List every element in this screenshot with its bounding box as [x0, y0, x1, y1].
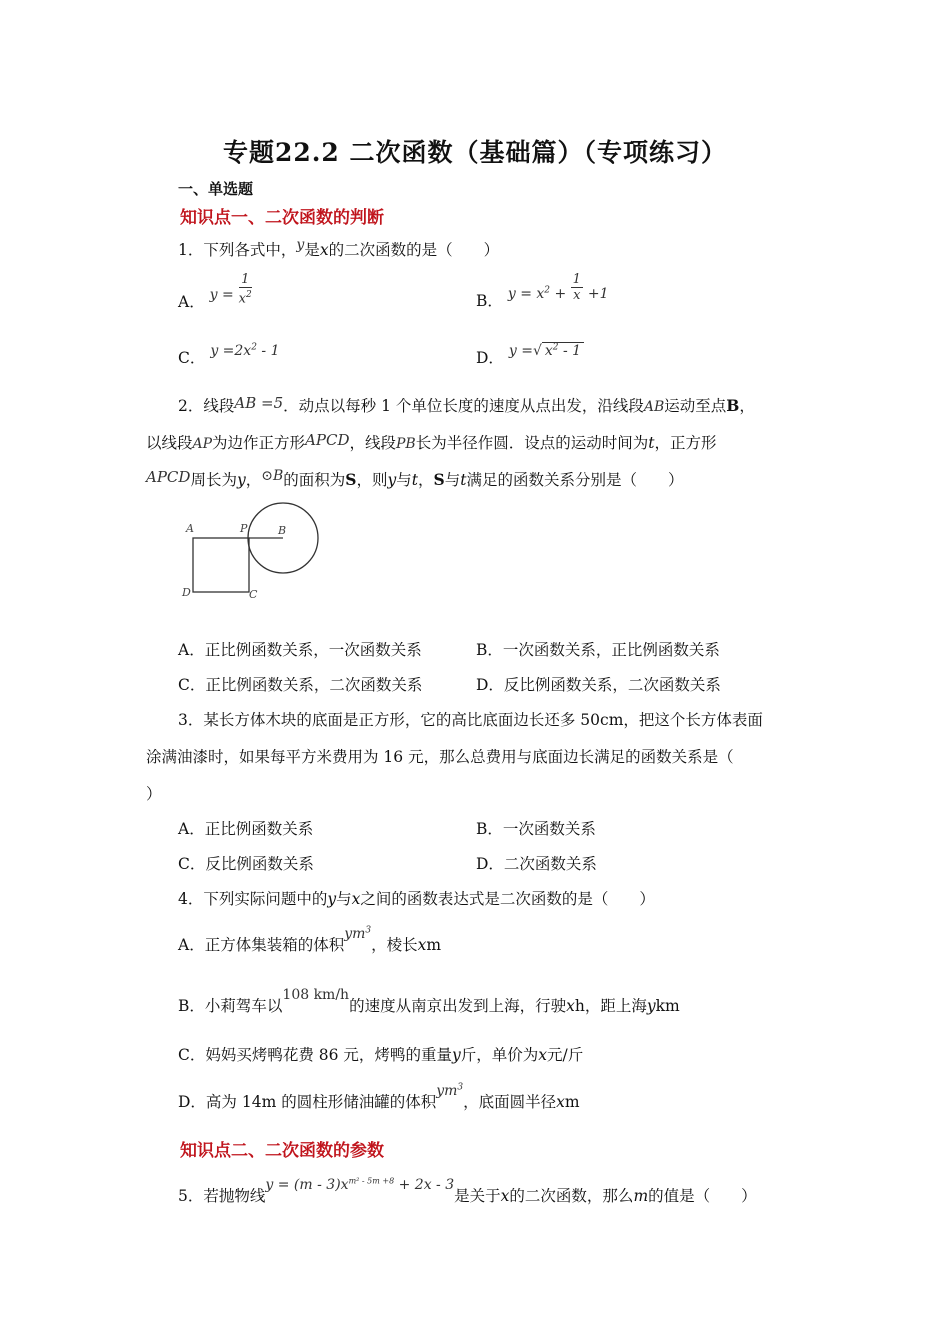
question-4-option-a[interactable]: A．正方体集装箱的体积$ym^3$，棱长xm: [178, 925, 442, 954]
question-2-line-1: 2．线段AB =5．动点以每秒 1 个单位长度的速度从点出发，沿线段AB运动至点B，: [178, 394, 755, 415]
question-2-line-2: 以线段AP为边作正方形APCD，线段PB长为半径作圆．设点的运动时间为t，正方形: [146, 431, 717, 452]
question-3-option-a[interactable]: A．正比例函数关系: [178, 820, 314, 838]
question-3-option-d[interactable]: D．二次函数关系: [476, 855, 597, 873]
square-apcd: [193, 538, 249, 592]
question-1-option-b[interactable]: B． $y = x^2$ + $\frac{1}{x}$ +1: [476, 272, 609, 310]
knowledge-point-2: 知识点二、二次函数的参数: [180, 1141, 384, 1161]
question-2-option-c[interactable]: C．正比例函数关系，二次函数关系: [178, 676, 423, 694]
page-title: 专题22.2 二次函数（基础篇）（专项练习）: [222, 138, 728, 167]
label-c: C: [249, 588, 258, 601]
question-3-option-b[interactable]: B．一次函数关系: [476, 820, 596, 838]
label-a: A: [186, 522, 194, 535]
question-2-option-b[interactable]: B．一次函数关系，正比例函数关系: [476, 641, 720, 659]
question-2-line-3: APCD周长为y，⊙B的面积为S，则y与t，S与t满足的函数关系分别是（ ）: [146, 468, 684, 489]
question-2-option-d[interactable]: D．反比例函数关系，二次函数关系: [476, 676, 721, 694]
question-4-option-c[interactable]: C．妈妈买烤鸭花费 86 元，烤鸭的重量y斤，单价为x元/斤: [178, 1046, 584, 1064]
question-3-line-2: 涂满油漆时，如果每平方米费用为 16 元，那么总费用与底面边长满足的函数关系是（: [146, 748, 734, 766]
label-d: D: [182, 586, 191, 599]
question-5-stem: 5．若抛物线$y = (m - 3)x^{m^2 - 5m +8} + 2x - 3$是关于x的二次函数，那么m的值是（ ）: [178, 1176, 757, 1205]
question-1-stem: 1．下列各式中，y是x的二次函数的是（ ）: [178, 237, 500, 259]
section-heading: 一、单选题: [178, 180, 254, 198]
question-3-line-3: ）: [146, 785, 162, 803]
question-2-figure: [176, 496, 326, 606]
label-b: B: [278, 524, 287, 537]
question-1-option-d[interactable]: D． y =√ $x^2 - 1$: [476, 338, 584, 360]
question-1-option-a[interactable]: A． y = $\frac{1}{x^2}$: [178, 272, 252, 312]
question-3-line-1: 3．某长方体木块的底面是正方形，它的高比底面边长还多 50cm，把这个长方体表面: [178, 711, 763, 729]
question-4-stem: 4．下列实际问题中的y与x之间的函数表达式是二次函数的是（ ）: [178, 890, 655, 908]
knowledge-point-1: 知识点一、二次函数的判断: [180, 208, 384, 228]
question-1-option-c[interactable]: C． $y =2x^2 - 1$: [178, 342, 280, 367]
question-2-option-a[interactable]: A．正比例函数关系，一次函数关系: [178, 641, 422, 659]
label-p: P: [240, 522, 248, 535]
question-4-option-b[interactable]: B．小莉驾车以108 km/h的速度从南京出发到上海，行驶xh，距上海ykm: [178, 987, 680, 1015]
question-4-option-d[interactable]: D．高为 14m 的圆柱形储油罐的体积$ym^3$，底面圆半径xm: [178, 1082, 580, 1111]
question-3-option-c[interactable]: C．反比例函数关系: [178, 855, 314, 873]
